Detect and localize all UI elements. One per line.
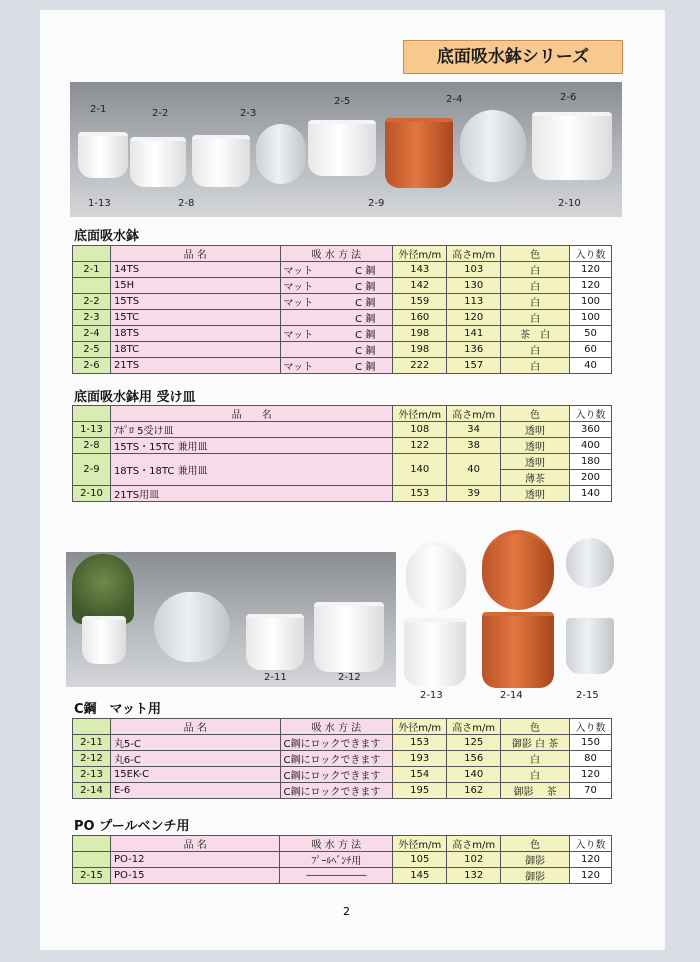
section1-table — [72, 245, 612, 374]
table-row — [73, 438, 612, 454]
cell-height: 140 — [447, 767, 501, 783]
method-part: マット — [283, 298, 314, 309]
cell-method: C鋼にロックできます — [280, 783, 393, 799]
photo1-label: 2-3 — [240, 108, 257, 119]
cell-qty: 400 — [569, 438, 611, 454]
pot-2-3-bottom — [256, 124, 306, 184]
table-row — [73, 326, 612, 342]
pot-2-6 — [532, 112, 612, 180]
table-row — [73, 262, 612, 278]
cell-code: 1-13 — [73, 422, 111, 438]
section4-title: PO プールベンチ用 — [74, 819, 190, 834]
cell-diam: 198 — [393, 326, 447, 342]
photo1-label: 2-8 — [178, 198, 195, 209]
cell-method: C鋼にロックできます — [280, 767, 393, 783]
cell-qty: 120 — [570, 262, 612, 278]
header-name: 品 名 — [110, 246, 280, 262]
cell-color: 白 — [501, 294, 570, 310]
cell-qty: 100 — [570, 294, 612, 310]
cell-height: 103 — [447, 262, 501, 278]
section4-table — [72, 835, 612, 884]
cell-diam: 154 — [393, 767, 447, 783]
cell-qty: 140 — [569, 486, 611, 502]
cell-height: 136 — [447, 342, 501, 358]
cell-name: 15TS — [110, 294, 280, 310]
cell-method — [280, 278, 393, 294]
cell-qty: 360 — [569, 422, 611, 438]
method-part: C 鋼 — [355, 282, 376, 293]
cell-name: PO-15 — [110, 868, 280, 884]
cell-color: 透明 — [501, 422, 570, 438]
cell-color: 白 — [501, 342, 570, 358]
header-height: 高さm/m — [447, 246, 501, 262]
section3-table — [72, 718, 612, 799]
pot-2-15-bottom — [566, 538, 614, 588]
method-part: C 鋼 — [355, 298, 376, 309]
cell-code: 2-1 — [73, 262, 111, 278]
cell-code: 2-8 — [73, 438, 111, 454]
product-photo-plant-pots — [66, 552, 396, 687]
header-height: 高さm/m — [447, 406, 501, 422]
table-row — [73, 358, 612, 374]
cell-diam: 195 — [393, 783, 447, 799]
cell-height: 39 — [447, 486, 501, 502]
cell-height: 38 — [447, 438, 501, 454]
cell-diam: 143 — [393, 262, 447, 278]
cell-name: 21TS用皿 — [110, 486, 392, 502]
cell-height: 156 — [447, 751, 501, 767]
cell-diam: 105 — [393, 852, 447, 868]
product-photo-pots-2 — [400, 530, 630, 705]
photo1-label: 2-10 — [558, 198, 581, 209]
table-row — [73, 422, 612, 438]
cell-qty: 70 — [569, 783, 611, 799]
cell-diam: 108 — [393, 422, 447, 438]
header-height: 高さm/m — [447, 719, 501, 735]
pot-2-15 — [566, 618, 614, 674]
cell-color: 薄茶 — [501, 470, 570, 486]
cell-name: 丸5-C — [110, 735, 280, 751]
cell-color: 御影 白 茶 — [501, 735, 570, 751]
cell-code: 2-15 — [73, 868, 111, 884]
cell-name: E-6 — [110, 783, 280, 799]
header-color: 色 — [501, 719, 570, 735]
header-qty: 入り数 — [569, 406, 611, 422]
cell-height: 157 — [447, 358, 501, 374]
page-title: 底面吸水鉢シリーズ — [403, 40, 623, 74]
cell-qty: 120 — [570, 868, 612, 884]
method-part: マット — [283, 330, 314, 341]
pot-2-2 — [130, 137, 186, 187]
cell-method — [280, 294, 393, 310]
cell-diam: 159 — [393, 294, 447, 310]
header-code — [73, 246, 111, 262]
cell-height: 125 — [447, 735, 501, 751]
photo1-label: 2-1 — [90, 104, 107, 115]
pot-2-11 — [246, 614, 304, 670]
cell-diam: 142 — [393, 278, 447, 294]
photo3-label: 2-13 — [420, 690, 443, 701]
cell-code: 2-9 — [73, 454, 111, 486]
cell-code: 2-4 — [73, 326, 111, 342]
cell-method — [280, 358, 393, 374]
method-part: マット — [283, 282, 314, 293]
header-color: 色 — [501, 246, 570, 262]
table-row — [73, 454, 612, 470]
pot-2-13 — [404, 618, 466, 686]
cell-name: 丸6-C — [110, 751, 280, 767]
cell-qty: 150 — [569, 735, 611, 751]
method-part: C 鋼 — [355, 314, 376, 325]
photo1-label: 1-13 — [88, 198, 111, 209]
table-row — [73, 767, 612, 783]
cell-qty: 50 — [570, 326, 612, 342]
method-part: C 鋼 — [355, 266, 376, 277]
cell-method — [280, 262, 393, 278]
cell-method: C鋼にロックできます — [280, 735, 393, 751]
cell-code — [73, 278, 111, 294]
cell-name: 18TS・18TC 兼用皿 — [110, 454, 392, 486]
table-row — [73, 342, 612, 358]
cell-height: 130 — [447, 278, 501, 294]
cell-color: 白 — [501, 278, 570, 294]
cell-color: 御影 — [501, 852, 570, 868]
cell-color: 透明 — [501, 486, 570, 502]
method-part: C 鋼 — [355, 330, 376, 341]
cell-name: 14TS — [110, 262, 280, 278]
table-header-row — [73, 836, 612, 852]
cell-color: 御影 — [501, 868, 570, 884]
cell-code: 2-11 — [73, 735, 111, 751]
cell-diam: 122 — [393, 438, 447, 454]
table-header-row — [73, 406, 612, 422]
method-part: マット — [283, 362, 314, 373]
pot-2-14-bottom — [482, 530, 554, 610]
header-method: 吸 水 方 法 — [280, 719, 393, 735]
cell-method: C鋼にロックできます — [280, 751, 393, 767]
cell-qty: 200 — [569, 470, 611, 486]
cell-diam: 160 — [393, 310, 447, 326]
cell-height: 141 — [447, 326, 501, 342]
photo1-label: 2-6 — [560, 92, 577, 103]
photo1-label: 2-4 — [446, 94, 463, 105]
cell-qty: 120 — [569, 767, 611, 783]
table-row — [73, 735, 612, 751]
table-row — [73, 868, 612, 884]
pot-2-4-bottom — [460, 110, 526, 182]
cell-diam: 145 — [393, 868, 447, 884]
product-photo-pots — [70, 82, 622, 217]
photo1-label: 2-9 — [368, 198, 385, 209]
cell-name: 21TS — [110, 358, 280, 374]
cell-name: 18TS — [110, 326, 280, 342]
header-code — [73, 406, 111, 422]
cell-code — [73, 852, 111, 868]
cell-color: 白 — [501, 262, 570, 278]
cell-qty: 180 — [569, 454, 611, 470]
cell-color: 御影 茶 — [501, 783, 570, 799]
cell-name: 15H — [110, 278, 280, 294]
photo2-label: 2-11 — [264, 672, 287, 683]
cell-diam: 193 — [393, 751, 447, 767]
cell-height: 34 — [447, 422, 501, 438]
header-diam: 外径m/m — [393, 246, 447, 262]
cell-code: 2-5 — [73, 342, 111, 358]
photo2-label: 2-12 — [338, 672, 361, 683]
header-qty: 入り数 — [570, 836, 612, 852]
header-code — [73, 836, 111, 852]
cell-name: ｱﾎﾟﾛ 5受け皿 — [110, 422, 392, 438]
table-header-row — [73, 246, 612, 262]
pot-2-4 — [385, 118, 453, 188]
header-code — [73, 719, 111, 735]
cell-diam: 140 — [393, 454, 447, 486]
pot-2-14 — [482, 612, 554, 688]
table-row — [73, 751, 612, 767]
cell-method — [280, 310, 393, 326]
header-name: 品 名 — [110, 719, 280, 735]
table-row — [73, 783, 612, 799]
cell-method — [280, 342, 393, 358]
cell-height: 162 — [447, 783, 501, 799]
cell-height: 40 — [447, 454, 501, 486]
cell-code: 2-6 — [73, 358, 111, 374]
pot-tilted — [154, 592, 230, 662]
cell-method: ﾌﾟｰﾙﾍﾞﾝﾁ用 — [280, 852, 393, 868]
header-color: 色 — [501, 836, 570, 852]
cell-height: 113 — [447, 294, 501, 310]
pot-2-3 — [192, 135, 250, 187]
header-method: 吸 水 方 法 — [280, 246, 393, 262]
photo1-label: 2-2 — [152, 108, 169, 119]
cell-name: PO-12 — [110, 852, 280, 868]
table-row — [73, 486, 612, 502]
cell-qty: 120 — [570, 278, 612, 294]
cell-color: 白 — [501, 358, 570, 374]
cell-qty: 100 — [570, 310, 612, 326]
cell-diam: 153 — [393, 735, 447, 751]
table-row — [73, 852, 612, 868]
method-part: マット — [283, 266, 314, 277]
cell-name: 15TC — [110, 310, 280, 326]
cell-method: ―――――― — [280, 868, 393, 884]
photo3-label: 2-14 — [500, 690, 523, 701]
section1-title: 底面吸水鉢 — [74, 229, 140, 244]
cell-name: 15EK-C — [110, 767, 280, 783]
photo1-label: 2-5 — [334, 96, 351, 107]
cell-code: 2-2 — [73, 294, 111, 310]
cell-code: 2-12 — [73, 751, 111, 767]
cell-color: 白 — [501, 310, 570, 326]
header-diam: 外径m/m — [393, 836, 447, 852]
table-row — [73, 294, 612, 310]
pot-2-12 — [314, 602, 384, 672]
section3-title: C鋼 マット用 — [74, 702, 162, 717]
header-height: 高さm/m — [447, 836, 501, 852]
method-part: C 鋼 — [355, 346, 376, 357]
pot-with-plant — [82, 616, 126, 664]
cell-height: 102 — [447, 852, 501, 868]
table-row — [73, 278, 612, 294]
page-number: 2 — [343, 905, 350, 918]
section2-table — [72, 405, 612, 502]
cell-qty: 60 — [570, 342, 612, 358]
cell-code: 2-13 — [73, 767, 111, 783]
cell-color: 茶 白 — [501, 326, 570, 342]
cell-color: 白 — [501, 767, 570, 783]
cell-height: 120 — [447, 310, 501, 326]
cell-color: 白 — [501, 751, 570, 767]
table-header-row — [73, 719, 612, 735]
cell-method — [280, 326, 393, 342]
method-part: C 鋼 — [355, 362, 376, 373]
header-qty: 入り数 — [569, 719, 611, 735]
pot-2-1 — [78, 132, 128, 178]
header-diam: 外径m/m — [393, 719, 447, 735]
table-row — [73, 310, 612, 326]
cell-color: 透明 — [501, 438, 570, 454]
header-qty: 入り数 — [570, 246, 612, 262]
photo3-label: 2-15 — [576, 690, 599, 701]
cell-color: 透明 — [501, 454, 570, 470]
cell-name: 15TS・15TC 兼用皿 — [110, 438, 392, 454]
cell-diam: 153 — [393, 486, 447, 502]
cell-code: 2-3 — [73, 310, 111, 326]
pot-2-5 — [308, 120, 376, 176]
header-method: 吸 水 方 法 — [280, 836, 393, 852]
cell-height: 132 — [447, 868, 501, 884]
cell-code: 2-14 — [73, 783, 111, 799]
cell-qty: 80 — [569, 751, 611, 767]
header-name: 品 名 — [110, 836, 280, 852]
cell-diam: 222 — [393, 358, 447, 374]
plant-foliage — [72, 554, 134, 624]
header-name: 品 名 — [110, 406, 392, 422]
header-diam: 外径m/m — [393, 406, 447, 422]
cell-diam: 198 — [393, 342, 447, 358]
section2-title: 底面吸水鉢用 受け皿 — [74, 390, 196, 405]
header-color: 色 — [501, 406, 570, 422]
pot-2-13-bottom — [406, 542, 466, 612]
cell-code: 2-10 — [73, 486, 111, 502]
cell-qty: 120 — [570, 852, 612, 868]
cell-name: 18TC — [110, 342, 280, 358]
cell-qty: 40 — [570, 358, 612, 374]
